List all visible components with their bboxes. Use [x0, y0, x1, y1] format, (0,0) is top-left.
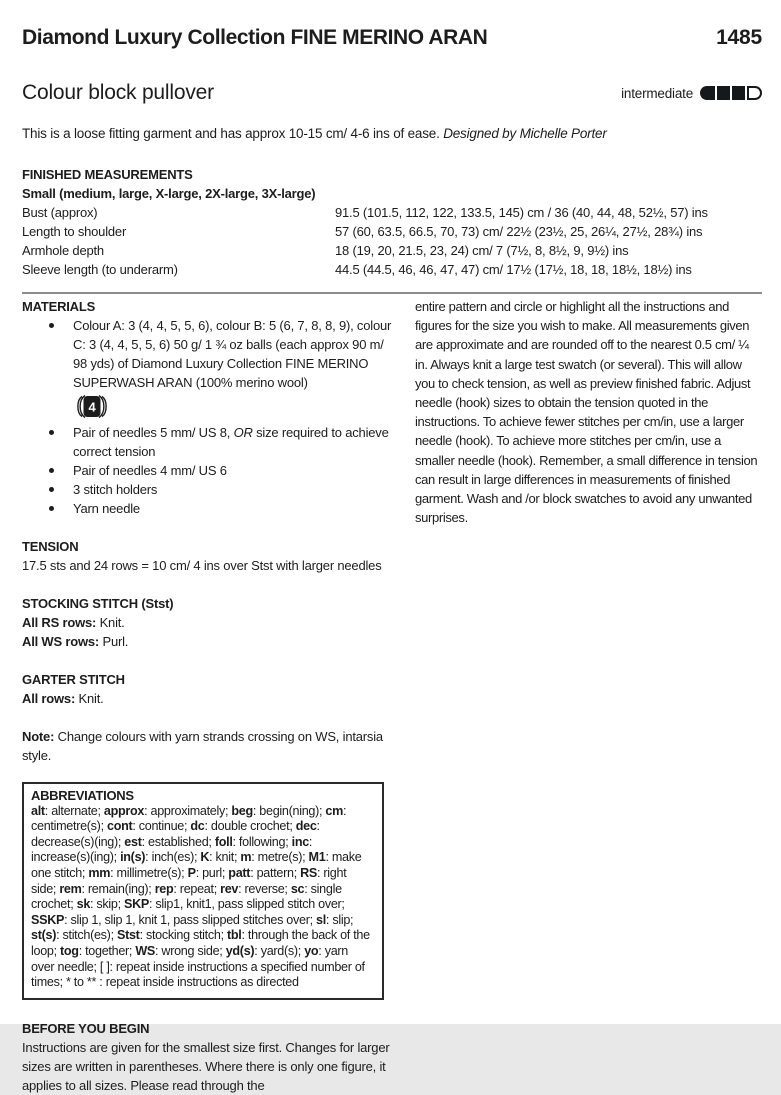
abbreviation-term: M1 [308, 850, 326, 865]
note-label: Note: [22, 729, 55, 744]
yarn-weight-icon [73, 394, 392, 420]
abbreviation-term: st(s) [31, 928, 57, 943]
abbreviation-term: SSKP [31, 912, 65, 927]
abbreviations-text: alt: alternate; approx: approximately; beg: begin(ning); cm: centimetre(s); cont: continue; dc: double crochet; dec: decrease(s)(ing); est: established; foll: following; inc: increase(s)(ing); in(s): inch(es); K: knit; m: metre(s); M1: make one stitch; mm: millimetre(s); P: purl; patt: pattern; RS: right side; rem: remain(ing); rep: repeat; rev: reverse; sc: single crochet; sk: skip; SKP: slip1, knit1, pass slipped stitch over; SSKP: slip 1, slip 1, knit 1, pass slipped stitches over; sl: slip; st(s): stitch(es); Stst: stocking stitch; tbl: through the back of the loop; tog: together; WS: wrong side; yd(s): yard(s); yo: yarn over needle; [ ]: repeat inside instructions a specified number of times; * to ** : repeat inside instructions as directed [31, 803, 370, 990]
abbreviation-term: dec [295, 819, 317, 834]
measurement-label: Bust (approx) [22, 205, 98, 220]
pattern-number: 1485 [716, 26, 762, 49]
yarn-weight-number: 4 [88, 399, 96, 415]
difficulty-segment-icon [747, 86, 762, 100]
abbreviation-term: rev [220, 881, 239, 896]
stitch-instruction-line: All WS rows: Purl. [22, 634, 129, 649]
finished-measurements-heading: FINISHED MEASUREMENTS [22, 167, 193, 182]
note-text: Change colours with yarn strands crossing on WS, intarsia style. [22, 729, 383, 763]
abbreviation-term: WS [135, 943, 155, 958]
abbreviation-term: SKP [124, 897, 150, 912]
pattern-name: Colour block pullover [22, 81, 214, 104]
materials-section [22, 297, 392, 518]
abbreviation-term: P [187, 865, 196, 880]
abbreviation-term: beg [231, 803, 253, 818]
measurement-row [22, 222, 762, 241]
abbreviation-term: rem [59, 881, 82, 896]
abbreviation-term: patt [228, 865, 251, 880]
materials-list [22, 316, 392, 518]
abbreviation-term: yd(s) [225, 943, 255, 958]
intro-text: This is a loose fitting garment and has approx 10-15 cm/ 4-6 ins of ease. [22, 126, 444, 141]
measurement-value: 44.5 (44.5, 46, 46, 47, 47) cm/ 17½ (17½, 18, 18, 18½, 18½) ins [335, 262, 692, 277]
abbreviations-box [22, 782, 384, 1000]
bullet-icon [49, 468, 54, 473]
garter-stitch-section [22, 670, 392, 708]
bullet-icon [49, 487, 54, 492]
measurement-value: 91.5 (101.5, 112, 122, 133.5, 145) cm / 36 (40, 44, 48, 52½, 57) ins [335, 205, 708, 220]
measurement-row [22, 260, 762, 279]
garter-stitch-heading: GARTER STITCH [22, 672, 125, 687]
difficulty-meter-icon [700, 86, 762, 101]
abbreviation-term: mm [88, 865, 111, 880]
materials-item-stitch-holders [22, 480, 392, 499]
abbreviation-term: in(s) [120, 850, 146, 865]
abbreviation-term: sk [76, 897, 91, 912]
intro-line [22, 126, 762, 141]
needles-small-text: Pair of needles 4 mm/ US 6 [73, 463, 227, 478]
abbreviation-term: [ ] [99, 959, 110, 974]
materials-heading: MATERIALS [22, 299, 96, 314]
abbreviation-term: alt [31, 803, 45, 818]
abbreviation-term: tog [60, 943, 79, 958]
measurement-label: Length to shoulder [22, 224, 127, 239]
measurement-label: Armhole depth [22, 243, 104, 258]
abbreviation-term: * to ** [66, 975, 97, 990]
materials-item-yarn [22, 316, 392, 420]
abbreviation-term: cont [106, 819, 133, 834]
tension-section [22, 537, 392, 575]
abbreviation-term: m [240, 850, 252, 865]
designer-credit: Designed by Michelle Porter [443, 126, 607, 141]
materials-item-needles-small [22, 461, 392, 480]
abbreviation-term: tbl [226, 928, 242, 943]
abbreviation-term: foll [214, 834, 233, 849]
left-column [22, 297, 392, 1095]
difficulty-segment-icon [732, 86, 745, 100]
right-column [415, 297, 762, 527]
yarn-needle-text: Yarn needle [73, 501, 140, 516]
measurement-value: 18 (19, 20, 21.5, 23, 24) cm/ 7 (7½, 8, 8½, 9, 9½) ins [335, 243, 629, 258]
stocking-stitch-heading: STOCKING STITCH (Stst) [22, 596, 174, 611]
difficulty-indicator [621, 86, 762, 101]
abbreviation-term: sl [316, 912, 326, 927]
tension-heading: TENSION [22, 539, 79, 554]
difficulty-label: intermediate [621, 85, 693, 101]
tension-text: 17.5 sts and 24 rows = 10 cm/ 4 ins over Stst with larger needles [22, 558, 382, 573]
abbreviation-term: yo [304, 943, 319, 958]
materials-item-needles-large [22, 423, 392, 461]
abbreviation-term: sc [290, 881, 305, 896]
before-you-begin-section [22, 1019, 392, 1095]
stitch-instruction-line: All rows: Knit. [22, 691, 104, 706]
bullet-icon [49, 323, 54, 328]
sizes-line: Small (medium, large, X-large, 2X-large, 3X-large) [22, 186, 316, 201]
bullet-icon [49, 506, 54, 511]
abbreviation-term: K [200, 850, 210, 865]
before-you-begin-text: Instructions are given for the smallest size first. Changes for larger sizes are written in parentheses. Where there is only one figure, it applies to all sizes. Please read through the [22, 1039, 390, 1093]
before-you-begin-heading: BEFORE YOU BEGIN [22, 1020, 150, 1036]
stocking-stitch-section [22, 594, 392, 651]
difficulty-segment-icon [717, 86, 730, 100]
note-line [22, 727, 392, 765]
yarn-requirements-text: Colour A: 3 (4, 4, 5, 5, 6), colour B: 5 (6, 7, 8, 8, 9), colour C: 3 (4, 4, 5, 5, 6) 50 g/ 1 ¾ oz balls (each approx 90 m/ 98 yds) of Diamond Luxury Collection FINE MERINO SUPERWASH ARAN (100% merino wool) [73, 318, 392, 390]
abbreviation-term: RS [300, 865, 317, 880]
two-column-body [22, 297, 762, 1095]
finished-measurements-section [22, 165, 762, 279]
abbreviation-term: dc [190, 819, 205, 834]
stitch-instruction-line: All RS rows: Knit. [22, 615, 125, 630]
abbreviation-term: Stst [116, 928, 140, 943]
document-subheader [22, 81, 762, 105]
document-title: Diamond Luxury Collection FINE MERINO ARAN [22, 26, 488, 49]
abbreviation-term: approx [103, 803, 145, 818]
document-header [22, 26, 762, 50]
abbreviations-heading: ABBREVIATIONS [31, 788, 134, 803]
measurement-label: Sleeve length (to underarm) [22, 262, 178, 277]
measurement-row [22, 203, 762, 222]
section-divider [22, 292, 762, 294]
measurement-value: 57 (60, 63.5, 66.5, 70, 73) cm/ 22½ (23½, 25, 26¼, 27½, 28¾) ins [335, 224, 703, 239]
difficulty-segment-icon [700, 86, 715, 100]
materials-item-yarn-needle [22, 499, 392, 518]
measurement-row [22, 241, 762, 260]
abbreviation-term: cm [325, 803, 344, 818]
abbreviation-term: est [124, 834, 142, 849]
stitch-holders-text: 3 stitch holders [73, 482, 158, 497]
size-guidance-text: entire pattern and circle or highlight all the instructions and figures for the size you wish to make. All measurements given are approximate and are rounded off to the nearest 0.5 cm/ ¼ in. Always knit a large test swatch (or several). This will allow you to check tension, as well as preview finished fabric. Adjust needle (hook) sizes to obtain the tension quoted in the instructions. To achieve fewer stitches per cm/in, use a larger needle (hook). To achieve more stitches per cm/in, use a smaller needle (hook). Remember, a small difference in tension can result in large differences in measurements of finished garment. Wash and /or block swatches to avoid any unwanted surprises. [415, 299, 758, 526]
abbreviation-term: rep [154, 881, 174, 896]
abbreviation-term: inc [291, 834, 309, 849]
bullet-icon [49, 430, 54, 435]
needles-large-text: Pair of needles 5 mm/ US 8, OR size required to achieve correct tension [73, 425, 389, 459]
